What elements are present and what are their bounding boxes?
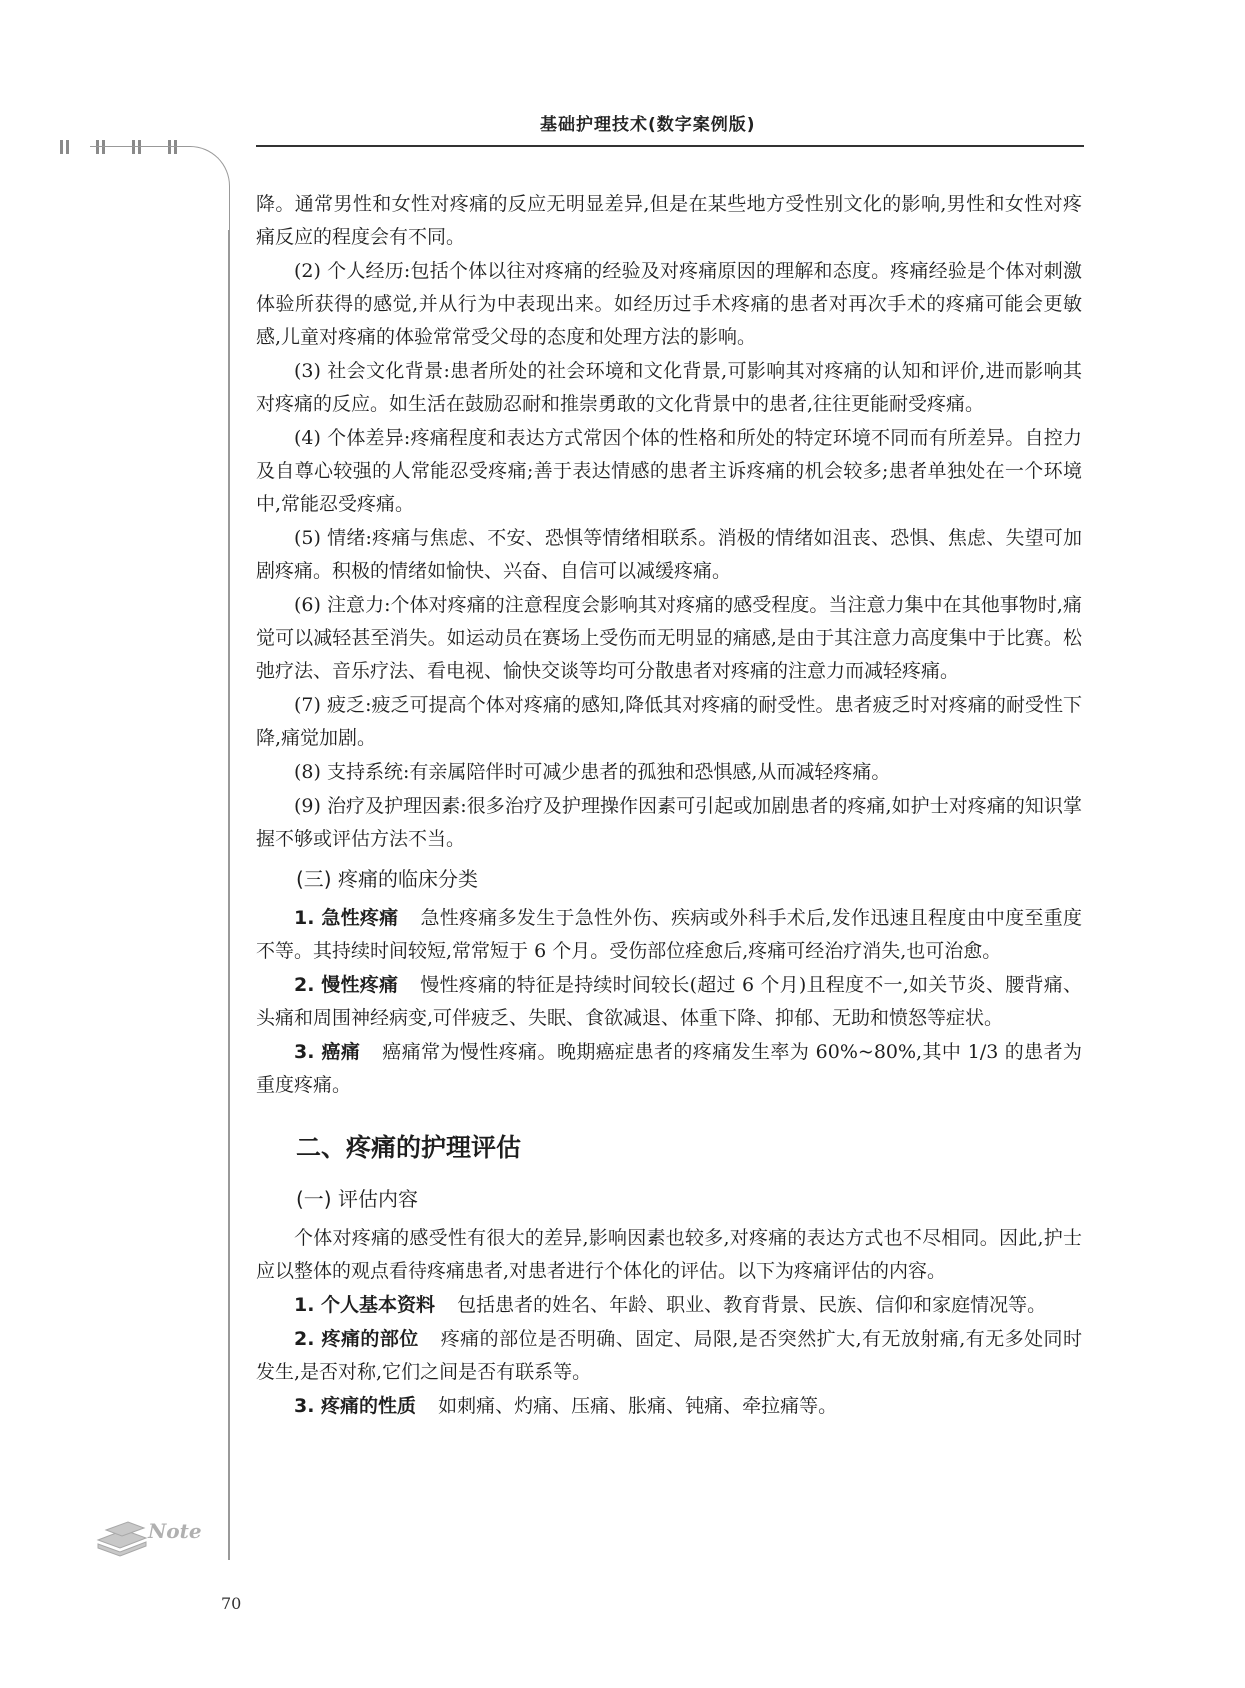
item-title: 2. 慢性疼痛	[294, 974, 399, 996]
subsection-heading: (一) 评估内容	[296, 1187, 418, 1211]
paragraph: (4) 个体差异:疼痛程度和表达方式常因个体的性格和所处的特定环境不同而有所差异。自控力及自尊心较强的人常能忍受疼痛;善于表达情感的患者主诉疼痛的机会较多;患者单独处在一个环境中,常能忍受疼痛。	[256, 427, 1082, 515]
paragraph: (2) 个人经历:包括个体以往对疼痛的经验及对疼痛原因的理解和态度。疼痛经验是个体对刺激体验所获得的感觉,并从行为中表现出来。如经历过手术疼痛的患者对再次手术的疼痛可能会更敏感,儿童对疼痛的体验常常受父母的态度和处理方法的影响。	[256, 260, 1082, 348]
paragraph: (5) 情绪:疼痛与焦虑、不安、恐惧等情绪相联系。消极的情绪如沮丧、恐惧、焦虑、失望可加剧疼痛。积极的情绪如愉快、兴奋、自信可以减缓疼痛。	[256, 527, 1082, 582]
assessment-item	[256, 1390, 1082, 1423]
item-text: 癌痛常为慢性疼痛。晚期癌症患者的疼痛发生率为 60%~80%,其中 1/3 的患者为重度疼痛。	[256, 1041, 1082, 1096]
item-text: 慢性疼痛的特征是持续时间较长(超过 6 个月)且程度不一,如关节炎、腰背痛、头痛和周围神经病变,可伴疲乏、失眠、食欲减退、体重下降、抑郁、无助和愤怒等症状。	[256, 974, 1082, 1029]
item-title: 2. 疼痛的部位	[294, 1328, 419, 1350]
item-title: 1. 急性疼痛	[294, 907, 399, 929]
book-title: 基础护理技术(数字案例版)	[540, 115, 756, 135]
item-title: 3. 疼痛的性质	[294, 1395, 417, 1417]
paragraph: (8) 支持系统:有亲属陪伴时可减少患者的孤独和恐惧感,从而减轻疼痛。	[294, 761, 891, 783]
note-book-icon	[94, 1500, 204, 1560]
item-title: 1. 个人基本资料	[294, 1294, 436, 1316]
paragraph: (3) 社会文化背景:患者所处的社会环境和文化背景,可影响其对疼痛的认知和评价,进而影响其对疼痛的反应。如生活在鼓励忍耐和推崇勇敢的文化背景中的患者,往往更能耐受疼痛。	[256, 360, 1082, 415]
item-text: 疼痛的部位是否明确、固定、局限,是否突然扩大,有无放射痛,有无多处同时发生,是否对称,它们之间是否有联系等。	[256, 1328, 1082, 1383]
item-title: 3. 癌痛	[294, 1041, 361, 1063]
classification-item	[256, 1036, 1082, 1102]
assessment-item	[256, 1323, 1082, 1389]
header-rule	[256, 145, 1084, 147]
margin-curve	[90, 146, 230, 236]
paragraph: (6) 注意力:个体对疼痛的注意程度会影响其对疼痛的感受程度。当注意力集中在其他事物时,痛觉可以减轻甚至消失。如运动员在赛场上受伤而无明显的痛感,是由于其注意力高度集中于比赛。松弛疗法、音乐疗法、看电视、愉快交谈等均可分散患者对疼痛的注意力而减轻疼痛。	[256, 594, 1082, 682]
note-label: Note	[148, 1519, 202, 1543]
page-number: 70	[221, 1594, 242, 1613]
classification-item	[256, 969, 1082, 1035]
margin-line	[228, 230, 230, 1560]
assessment-item	[256, 1289, 1082, 1322]
page-body	[256, 188, 1082, 1424]
item-text: 如刺痛、灼痛、压痛、胀痛、钝痛、牵拉痛等。	[438, 1395, 838, 1417]
paragraph: 降。通常男性和女性对疼痛的反应无明显差异,但是在某些地方受性别文化的影响,男性和女性对疼痛反应的程度会有不同。	[256, 193, 1082, 248]
paragraph: (7) 疲乏:疲乏可提高个体对疼痛的感知,降低其对疼痛的耐受性。患者疲乏时对疼痛的耐受性下降,痛觉加剧。	[256, 694, 1082, 749]
subsection-heading: (三) 疼痛的临床分类	[296, 867, 478, 891]
item-text: 急性疼痛多发生于急性外伤、疾病或外科手术后,发作迅速且程度由中度至重度不等。其持续时间较短,常常短于 6 个月。受伤部位痊愈后,疼痛可经治疗消失,也可治愈。	[256, 907, 1082, 962]
item-text: 包括患者的姓名、年龄、职业、教育背景、民族、信仰和家庭情况等。	[457, 1294, 1047, 1316]
paragraph: 个体对疼痛的感受性有很大的差异,影响因素也较多,对疼痛的表达方式也不尽相同。因此,护士应以整体的观点看待疼痛患者,对患者进行个体化的评估。以下为疼痛评估的内容。	[256, 1227, 1082, 1282]
classification-item	[256, 902, 1082, 968]
paragraph: (9) 治疗及护理因素:很多治疗及护理操作因素可引起或加剧患者的疼痛,如护士对疼痛的知识掌握不够或评估方法不当。	[256, 795, 1082, 850]
section-heading: 二、疼痛的护理评估	[296, 1133, 522, 1162]
